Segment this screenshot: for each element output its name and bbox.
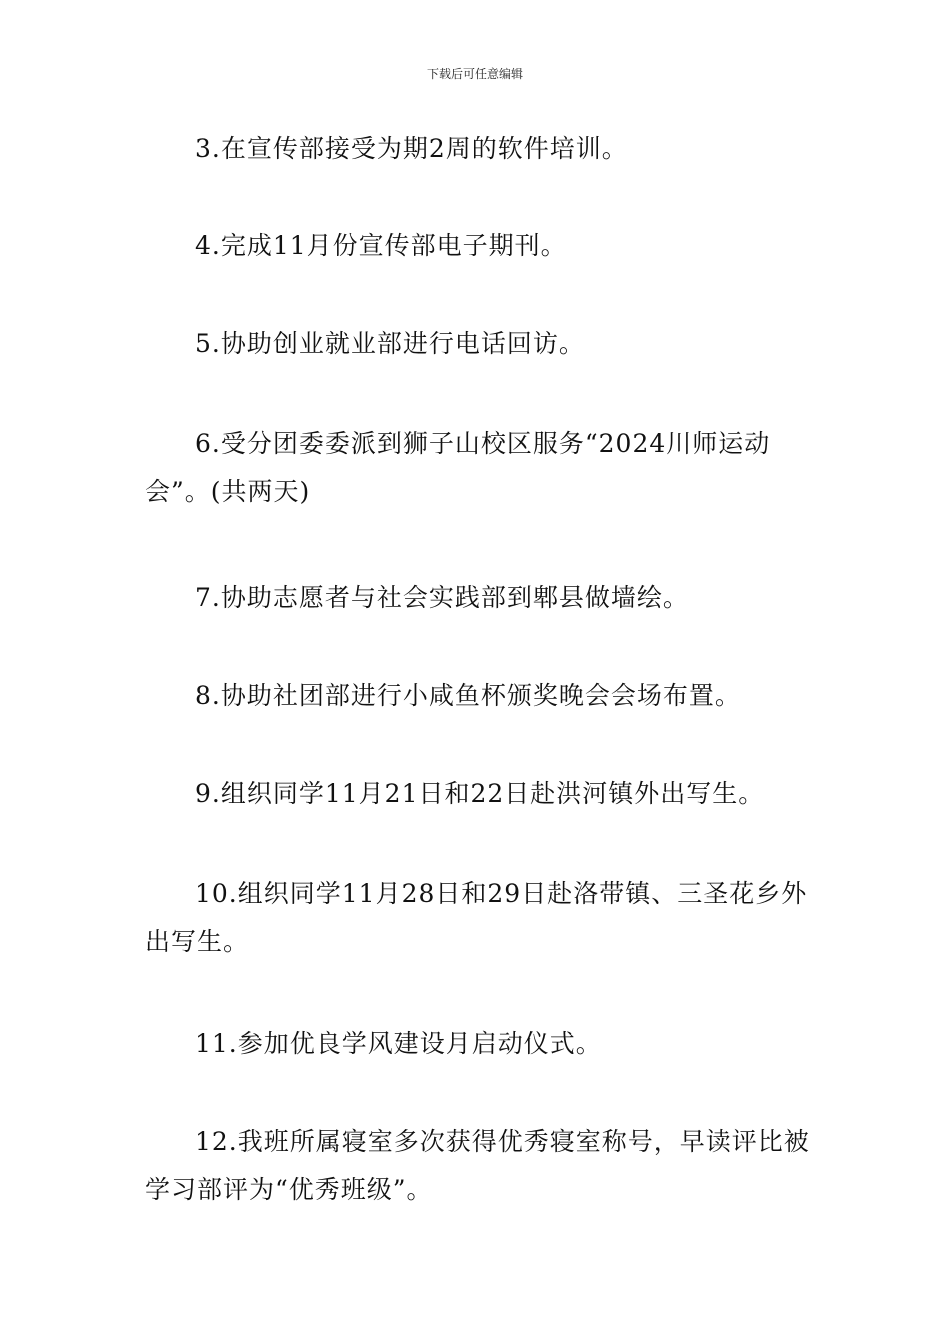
list-item: 6.受分团委委派到狮子山校区服务“2024川师运动会”。(共两天) — [145, 429, 771, 506]
list-item: 11.参加优良学风建设月启动仪式。 — [195, 1029, 602, 1058]
list-item: 10.组织同学11月28日和29日赴洛带镇、三圣花乡外出写生。 — [145, 879, 808, 956]
list-item: 5.协助创业就业部进行电话回访。 — [195, 329, 585, 358]
list-item: 8.协助社团部进行小咸鱼杯颁奖晚会会场布置。 — [195, 681, 741, 710]
list-item: 4.完成11月份宣传部电子期刊。 — [195, 231, 567, 260]
page-header: 下载后可任意编辑 — [426, 67, 523, 81]
list-item: 3.在宣传部接受为期2周的软件培训。 — [195, 134, 628, 163]
list-item: 7.协助志愿者与社会实践部到郫县做墙绘。 — [195, 583, 689, 612]
list-item: 12.我班所属寝室多次获得优秀寝室称号，早读评比被学习部评为“优秀班级”。 — [145, 1127, 810, 1204]
list-item: 9.组织同学11月21日和22日赴洪河镇外出写生。 — [195, 779, 765, 808]
